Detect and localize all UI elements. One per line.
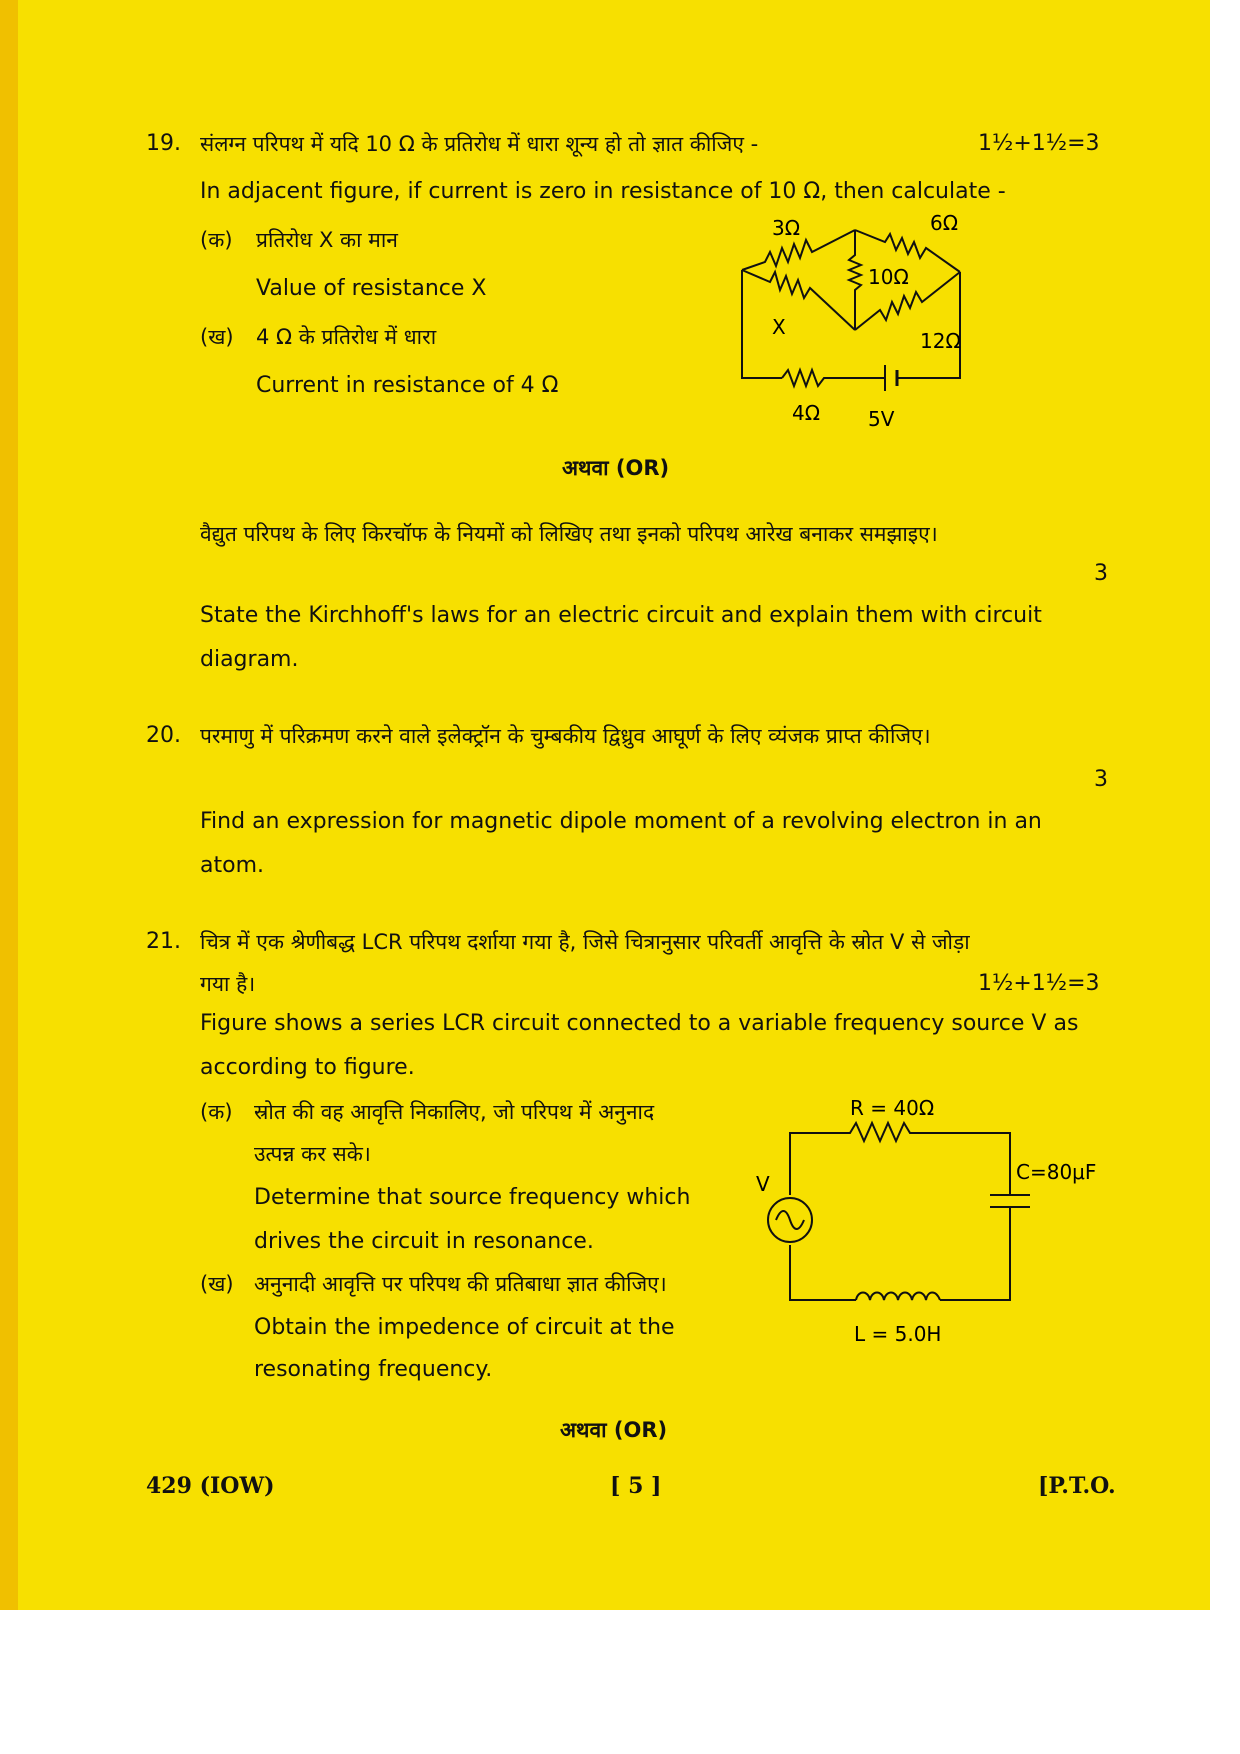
source-v-label: V — [756, 1172, 770, 1196]
q21a-english-line1: Determine that source frequency which — [254, 1185, 691, 1210]
q20-marks: 3 — [1094, 767, 1108, 792]
q19-or-hindi: वैद्युत परिपथ के लिए किरचॉफ के नियमों को लिखिए तथा इनको परिपथ आरेख बनाकर समझाइए। — [200, 522, 938, 546]
q21a-hindi-line1: स्रोत की वह आवृत्ति निकालिए, जो परिपथ में अनुनाद — [254, 1100, 655, 1124]
resistor-4-ohm-label: 4Ω — [792, 401, 821, 425]
q21-english-line1: Figure shows a series LCR circuit connected to a variable frequency source V as — [200, 1011, 1079, 1036]
q19-hindi-text: संलग्न परिपथ में यदि 10 Ω के प्रतिरोध में धारा शून्य हो तो ज्ञात कीजिए - — [200, 132, 759, 156]
q20-number: 20. — [146, 723, 181, 748]
q19b-english: Current in resistance of 4 Ω — [256, 373, 559, 398]
q21a-label: (क) — [200, 1100, 233, 1124]
q21b-english-line2: resonating frequency. — [254, 1357, 493, 1382]
q19b-hindi: 4 Ω के प्रतिरोध में धारा — [256, 325, 437, 349]
q19b-label: (ख) — [200, 325, 234, 349]
q21a-hindi-line2: उत्पन्न कर सके। — [254, 1142, 371, 1166]
q21b-hindi: अनुनादी आवृत्ति पर परिपथ की प्रतिबाधा ज्ञात कीजिए। — [254, 1272, 667, 1296]
q21-or-heading: अथवा (OR) — [560, 1418, 668, 1442]
q19a-hindi: प्रतिरोध X का मान — [256, 228, 398, 252]
resistor-3-ohm-label: 3Ω — [772, 216, 801, 240]
q21-hindi-line1: चित्र में एक श्रेणीबद्ध LCR परिपथ दर्शाया गया है, जिसे चित्रानुसार परिवर्ती आवृत्ति के स्रोत V से जोड़ा — [200, 930, 970, 954]
q19-marks: 1½+1½=3 — [978, 131, 1100, 156]
q19-or-english-line1: State the Kirchhoff's laws for an electric circuit and explain them with circuit — [200, 603, 1042, 628]
q21-english-line2: according to figure. — [200, 1055, 415, 1080]
resistor-12-ohm-label: 12Ω — [920, 329, 961, 353]
q21b-english-line1: Obtain the impedence of circuit at the — [254, 1315, 675, 1340]
q19a-label: (क) — [200, 228, 233, 252]
capacitor-c-label: C=80μF — [1016, 1160, 1097, 1184]
q19-number: 19. — [146, 131, 181, 156]
q19-or-marks: 3 — [1094, 561, 1108, 586]
resistor-x-label: X — [772, 315, 786, 339]
resistor-6-ohm-label: 6Ω — [930, 211, 959, 235]
q19-or-heading: अथवा (OR) — [562, 456, 670, 480]
resistor-r-label: R = 40Ω — [850, 1096, 935, 1120]
please-turn-over: [P.T.O. — [1038, 1473, 1116, 1499]
q19a-english: Value of resistance X — [256, 276, 487, 301]
inductor-l-label: L = 5.0H — [854, 1322, 942, 1345]
q21-marks: 1½+1½=3 — [978, 971, 1100, 996]
q19-or-english-line2: diagram. — [200, 647, 299, 672]
q20-english-line2: atom. — [200, 853, 264, 878]
q21-hindi-line2: गया है। — [200, 972, 256, 996]
battery-5v-label: 5V — [868, 407, 895, 431]
q21a-english-line2: drives the circuit in resonance. — [254, 1229, 594, 1254]
q19-english-text: In adjacent figure, if current is zero in resistance of 10 Ω, then calculate - — [200, 179, 1006, 204]
q21-lcr-circuit-diagram — [750, 1095, 1110, 1345]
resistor-10-ohm-label: 10Ω — [868, 265, 909, 289]
paper-code: 429 (IOW) — [146, 1473, 275, 1499]
q20-english-line1: Find an expression for magnetic dipole moment of a revolving electron in an — [200, 809, 1042, 834]
q21b-label: (ख) — [200, 1272, 234, 1296]
page-number: [ 5 ] — [610, 1473, 662, 1499]
q21-number: 21. — [146, 929, 181, 954]
q19-bridge-circuit-diagram — [720, 210, 1000, 470]
q20-hindi-text: परमाणु में परिक्रमण करने वाले इलेक्ट्रॉन के चुम्बकीय द्विध्रुव आघूर्ण के लिए व्यंजक प्राप्त कीजिए। — [200, 724, 931, 748]
